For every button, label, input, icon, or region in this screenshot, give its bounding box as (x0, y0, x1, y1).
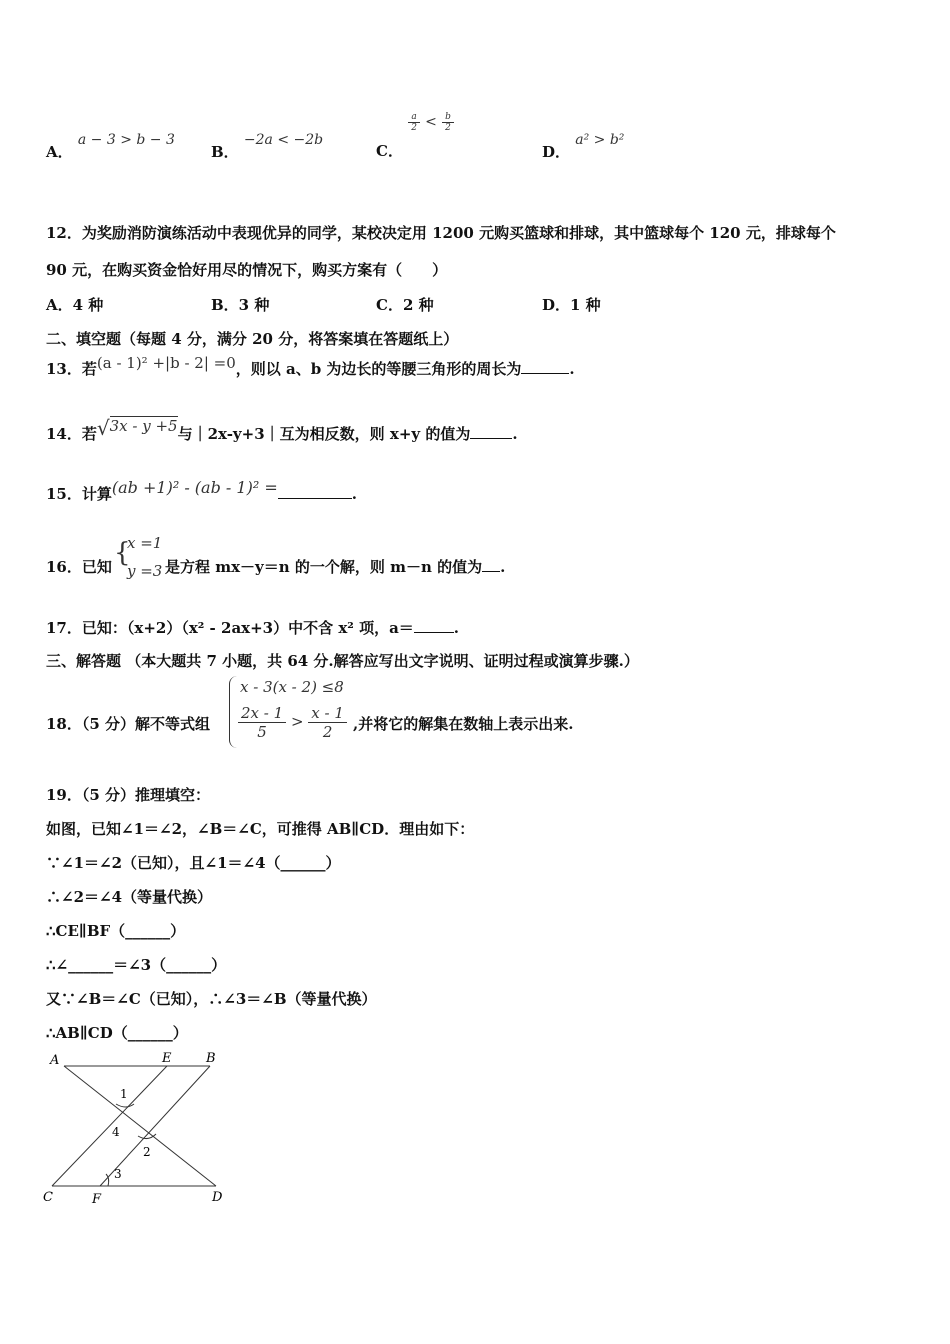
q11-c-rhs-fraction: $\frac{b}{2}$ (442, 112, 454, 133)
label-angle-4: 4 (112, 1125, 120, 1139)
q12-option-a[interactable]: A．4 种 (46, 296, 104, 314)
q19-geometry-figure (40, 1048, 240, 1208)
q17: 17．已知：（x+2）（x² - 2ax+3）中不含 x² 项，a＝ . (46, 619, 460, 637)
label-angle-2: 2 (143, 1145, 151, 1159)
q19-line-8: ∴AB∥CD（______） (46, 1024, 188, 1042)
angle-3-arc (106, 1174, 109, 1186)
label-d: D (212, 1190, 223, 1205)
q15-answer-blank[interactable] (278, 484, 352, 499)
q11-option-a[interactable]: A． a − 3 > b − 3 (46, 132, 175, 161)
q16-answer-blank[interactable] (482, 557, 500, 572)
q12-option-c[interactable]: C．2 种 (376, 296, 434, 314)
q12-option-b[interactable]: B．3 种 (211, 296, 270, 314)
q16-equation-1: x =1 (127, 534, 163, 552)
q12-option-d[interactable]: D．1 种 (542, 296, 601, 314)
q14: 14．若√3x - y +5与｜2x-y+3｜互为相反数，则 x+y 的值为 . (46, 416, 518, 443)
q12-line-1: 12．为奖励消防演练活动中表现优异的同学，某校决定用 1200 元购买篮球和排球，其中篮球每个 120 元，排球每个 (46, 224, 836, 242)
q18-system-brace (229, 676, 238, 748)
q18-frac-left: $\frac{2x - 1}{5}$ (238, 704, 286, 741)
q16: 16．已知 (46, 558, 112, 576)
section-3-heading: 三、解答题 （本大题共 7 小题，共 64 分.解答应写出文字说明、证明过程或演算步骤.） (46, 652, 639, 670)
q16-rest: 是方程 mx－y＝n 的一个解，则 m－n 的值为 . (165, 558, 506, 576)
q19-line-5: ∴CE∥BF（______） (46, 922, 186, 940)
q18-frac-right: $\frac{x - 1}{2}$ (308, 704, 347, 741)
q11-option-d[interactable]: D． a² > b² (542, 132, 625, 161)
label-c: C (43, 1190, 53, 1205)
q11-option-c[interactable]: C． $\frac{a}{2}$ < $\frac{b}{2}$ (376, 110, 454, 133)
q11-c-lhs-fraction: $\frac{a}{2}$ (408, 112, 420, 133)
q11-option-d-expr: a² > b² (575, 132, 625, 148)
q16-system-brace: { (114, 538, 131, 568)
label-b: B (206, 1051, 216, 1066)
q18-suffix: ,并将它的解集在数轴上表示出来. (353, 715, 574, 733)
q19-line-4: ∴∠2＝∠4（等量代换） (46, 888, 213, 906)
q16-equation-2: y =3 (127, 562, 163, 580)
q19-line-3: ∵∠1＝∠2（已知），且∠1＝∠4（______） (46, 854, 341, 872)
q19-line-7: 又∵∠B＝∠C（已知），∴∠3＝∠B（等量代换） (46, 990, 377, 1008)
q13-answer-blank[interactable] (521, 359, 569, 374)
q14-answer-blank[interactable] (470, 424, 512, 439)
label-angle-3: 3 (114, 1167, 122, 1181)
q13-expr: (a - 1)² +|b - 2| =0 (96, 354, 236, 372)
q12-line-2: 90 元，在购买资金恰好用尽的情况下，购买方案有（ ） (46, 261, 448, 279)
q13: 13．若(a - 1)² +|b - 2| =0，则以 a、b 为边长的等腰三角形的周长为 . (46, 354, 575, 378)
q15: 15．计算(ab +1)² - (ab - 1)² = . (46, 478, 357, 503)
label-f: F (92, 1192, 102, 1207)
label-angle-1: 1 (120, 1087, 128, 1101)
q18-prefix: 18．（5 分）解不等式组 (46, 715, 211, 733)
section-2-heading: 二、填空题（每题 4 分，满分 20 分，将答案填在答题纸上） (46, 330, 459, 348)
q18-inequality-2: $\frac{2x - 1}{5}$ > $\frac{x - 1}{2}$ (238, 704, 347, 741)
angle-1-arc (116, 1104, 134, 1107)
q19-line-6: ∴∠______＝∠3（______） (46, 956, 227, 974)
q14-radicand: 3x - y +5 (109, 417, 178, 435)
q15-expr: (ab +1)² - (ab - 1)² = (111, 478, 278, 497)
segment-ce (52, 1066, 167, 1186)
q11-option-b[interactable]: B． −2a < −2b (211, 132, 324, 161)
q11-option-b-expr: −2a < −2b (243, 132, 324, 148)
q19-line-1: 19．（5 分）推理填空： (46, 786, 211, 804)
q17-answer-blank[interactable] (414, 618, 454, 633)
label-e: E (162, 1051, 172, 1066)
q19-line-2: 如图，已知∠1＝∠2，∠B＝∠C，可推得 AB∥CD．理由如下： (46, 820, 475, 838)
label-a: A (50, 1053, 60, 1068)
q11-option-a-expr: a − 3 > b − 3 (77, 132, 175, 148)
q18-inequality-1: x - 3(x - 2) ≤8 (240, 678, 344, 696)
q14-sqrt-sign: √ (96, 416, 110, 440)
